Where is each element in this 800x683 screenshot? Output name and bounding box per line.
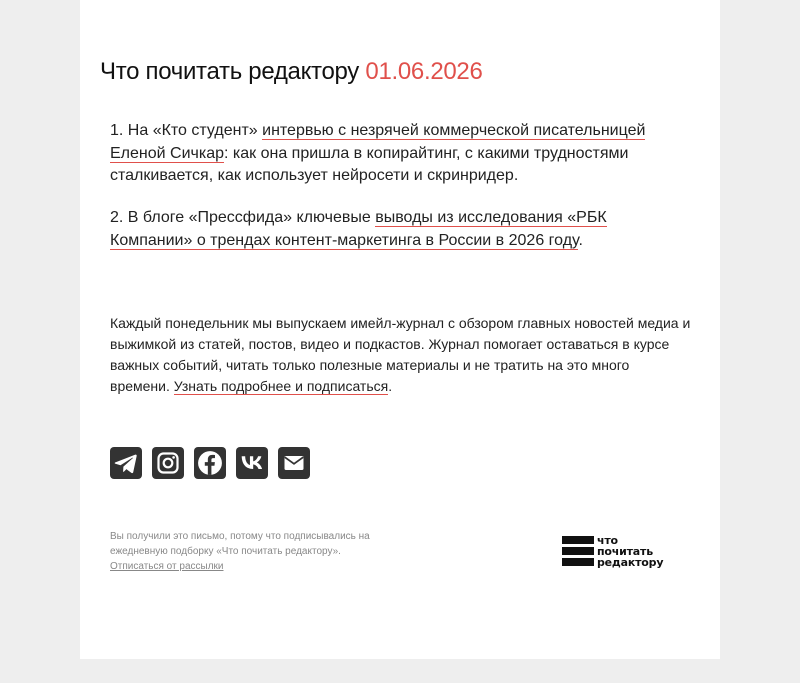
article-link[interactable]: интервью с незрячей коммерческой писательницей Еленой Сичкар — [110, 122, 646, 162]
logo-mark-icon — [562, 536, 594, 566]
logo-line: почитать — [597, 544, 653, 558]
email-icon[interactable] — [278, 447, 310, 479]
about-suffix: . — [388, 378, 393, 394]
logo-text — [597, 535, 663, 568]
unsubscribe-link[interactable]: Отписаться от рассылки — [110, 561, 224, 572]
vk-icon[interactable] — [236, 447, 268, 479]
item-prefix: 1. На «Кто студент» — [110, 122, 263, 139]
email-card — [80, 0, 720, 659]
page-title — [100, 58, 483, 86]
list-item — [110, 207, 670, 252]
telegram-icon[interactable] — [110, 447, 142, 479]
facebook-icon[interactable] — [194, 447, 226, 479]
footer-text: Вы получили это письмо, потому что подписывались на ежедневную подборку «Что почитать редактору». — [110, 531, 370, 557]
article-link[interactable]: выводы из исследования «РБК Компании» о трендах контент-маркетинга в России в 2026 году — [110, 209, 607, 249]
list-item — [110, 120, 670, 188]
subscribe-link[interactable]: Узнать подробнее и подписаться — [173, 378, 389, 394]
logo-line: редактору — [597, 555, 664, 569]
instagram-icon[interactable] — [152, 447, 184, 479]
logo-line: что — [597, 533, 618, 547]
about-paragraph — [110, 313, 692, 397]
issue-date: 01.06.2026 — [365, 58, 483, 85]
item-prefix: 2. В блоге «Прессфида» ключевые — [110, 209, 376, 226]
logo[interactable] — [562, 533, 692, 569]
about-text: Каждый понедельник мы выпускаем имейл-журнал с обзором главных новостей медиа и выжимкой из статей, постов, видео и подкастов. Журнал помогает оставаться в курсе важных событий, читать только полезные материалы и не тратить на это много времени. — [110, 315, 691, 394]
social-links — [110, 447, 310, 479]
item-suffix: . — [578, 231, 583, 249]
item-suffix: : как она пришла в копирайтинг, с какими трудностями сталкивается, как использует нейросети и скринридер. — [110, 144, 629, 184]
footer-note — [110, 529, 400, 574]
title-text: Что почитать редактору — [100, 58, 360, 85]
